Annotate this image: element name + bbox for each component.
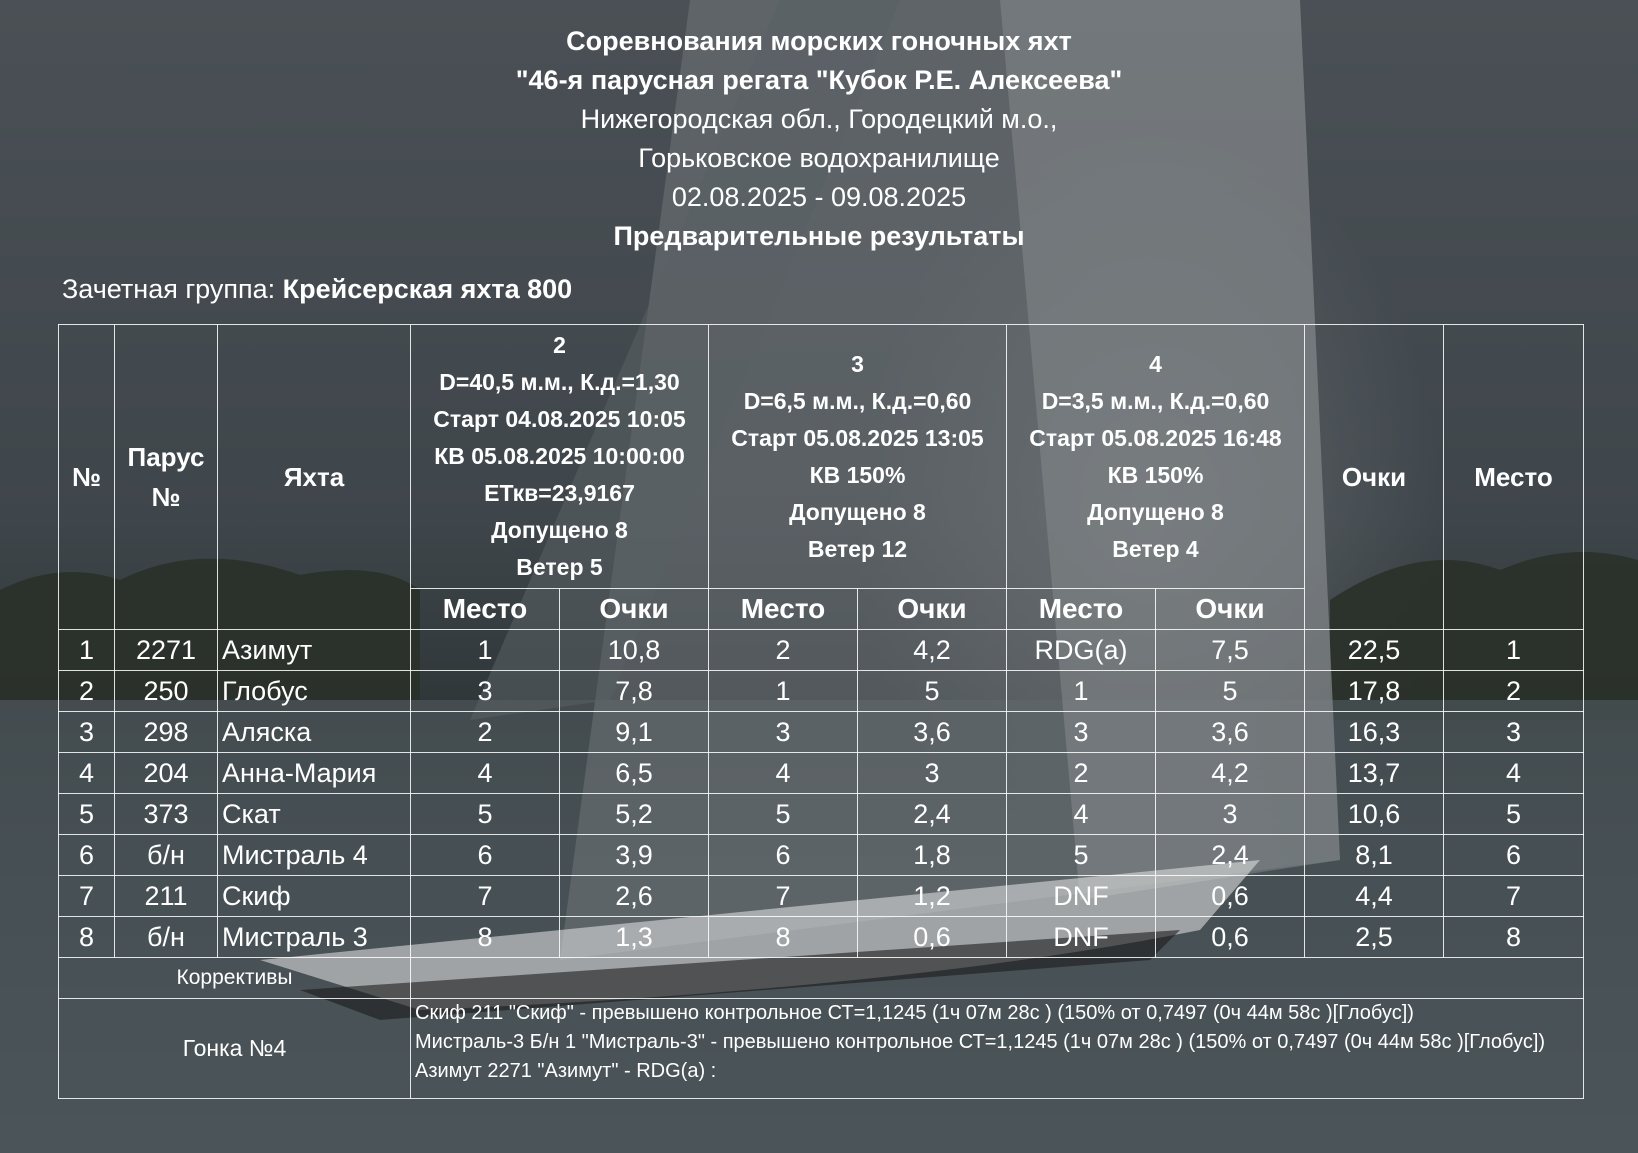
cell-yacht: Скат [218,794,411,835]
race-header-3 [709,325,1007,589]
cell-total-points: 4,4 [1305,876,1444,917]
race-line: Ветер 12 [807,535,908,562]
cell-total-points: 2,5 [1305,917,1444,958]
race-4-corrections-row [59,999,1584,1099]
table-row [59,753,1584,794]
cell-num: 3 [59,712,115,753]
cell-r2-place: 6 [411,835,560,876]
cell-yacht: Глобус [218,671,411,712]
cell-r2-points: 7,8 [560,671,709,712]
race-line: Допущено 8 [789,498,926,525]
cell-sail: 2271 [115,630,218,671]
cell-sail: 298 [115,712,218,753]
cell-num: 7 [59,876,115,917]
cell-r3-points: 0,6 [858,917,1007,958]
col-num-header: № [59,325,115,630]
cell-r3-place: 6 [709,835,858,876]
cell-r2-points: 9,1 [560,712,709,753]
race-header-2 [411,325,709,589]
cell-r4-points: 0,6 [1156,917,1305,958]
cell-sail: б/н [115,835,218,876]
cell-yacht: Анна-Мария [218,753,411,794]
correction-note: Азимут 2271 "Азимут" - RDG(a) : [415,1060,717,1082]
cell-r4-points: 0,6 [1156,876,1305,917]
table-row [59,630,1584,671]
race-line: Ветер 4 [1112,535,1199,562]
cell-total-points: 10,6 [1305,794,1444,835]
cell-total-points: 13,7 [1305,753,1444,794]
location-region: Нижегородская обл., Городецкий м.о., [580,104,1058,134]
r2-place-header: Место [411,589,560,630]
cell-r3-place: 3 [709,712,858,753]
cell-sail: 250 [115,671,218,712]
cell-final-place: 7 [1444,876,1584,917]
header-row [59,325,1584,589]
table-row [59,876,1584,917]
cell-r2-place: 8 [411,917,560,958]
cell-num: 1 [59,630,115,671]
race-line: Ветер 5 [516,554,603,580]
col-sail-header: Парус № [115,325,218,630]
scoring-group [62,274,572,305]
cell-r3-place: 5 [709,794,858,835]
race-header-4 [1007,325,1305,589]
location-water: Горьковское водохранилище [638,143,1000,173]
results-table [58,324,1584,1099]
cell-r3-points: 3 [858,753,1007,794]
r3-points-header: Очки [858,589,1007,630]
cell-r2-place: 7 [411,876,560,917]
cell-r4-points: 5 [1156,671,1305,712]
cell-yacht: Мистраль 3 [218,917,411,958]
corrections-notes [411,999,1584,1099]
col-place-header: Место [1444,325,1584,630]
cell-r3-points: 1,8 [858,835,1007,876]
race-line: Допущено 8 [1087,498,1224,525]
table-row [59,671,1584,712]
r4-points-header: Очки [1156,589,1305,630]
cell-r3-place: 8 [709,917,858,958]
cell-r4-place: DNF [1007,876,1156,917]
cell-sail: 211 [115,876,218,917]
cell-r2-place: 2 [411,712,560,753]
race-line: КВ 150% [809,461,906,488]
table-row [59,917,1584,958]
cell-r3-place: 4 [709,753,858,794]
cell-final-place: 1 [1444,630,1584,671]
race-line: D=40,5 м.м., К.д.=1,30 [439,369,680,395]
race-line: Старт 05.08.2025 13:05 [731,424,984,451]
cell-r2-place: 5 [411,794,560,835]
cell-num: 8 [59,917,115,958]
r4-place-header: Место [1007,589,1156,630]
cell-sail: 373 [115,794,218,835]
table-row [59,794,1584,835]
cell-num: 4 [59,753,115,794]
cell-final-place: 4 [1444,753,1584,794]
cell-r3-points: 5 [858,671,1007,712]
cell-r2-place: 3 [411,671,560,712]
cell-total-points: 22,5 [1305,630,1444,671]
race-number: 4 [1149,350,1162,377]
cell-yacht: Аляска [218,712,411,753]
cell-r4-place: 1 [1007,671,1156,712]
results-status: Предварительные результаты [613,221,1025,251]
cell-r3-place: 2 [709,630,858,671]
race-line: Допущено 8 [491,517,628,543]
race-line: КВ 150% [1107,461,1204,488]
cell-r3-points: 4,2 [858,630,1007,671]
corrections-label: Коррективы [59,958,411,999]
table-row [59,835,1584,876]
cell-r4-place: RDG(a) [1007,630,1156,671]
cell-r4-points: 3,6 [1156,712,1305,753]
cell-sail: б/н [115,917,218,958]
cell-r4-place: 3 [1007,712,1156,753]
table-row [59,712,1584,753]
race-line: Старт 05.08.2025 16:48 [1029,424,1282,451]
title-block [0,22,1638,256]
correction-note: Скиф 211 "Скиф" - превышено контрольное СТ=1,1245 (1ч 07м 28с ) (150% от 0,7497 (0ч 44м 58с )[Глобус]) [415,1002,1414,1024]
cell-final-place: 5 [1444,794,1584,835]
col-points-header: Очки [1305,325,1444,630]
corrections-empty [411,958,1584,999]
corrections-body [59,958,1584,1099]
race-line: ЕТкв=23,9167 [484,480,635,506]
cell-yacht: Мистраль 4 [218,835,411,876]
cell-r3-points: 1,2 [858,876,1007,917]
race-number: 2 [553,332,566,358]
cell-r4-points: 4,2 [1156,753,1305,794]
cell-total-points: 8,1 [1305,835,1444,876]
r3-place-header: Место [709,589,858,630]
cell-num: 6 [59,835,115,876]
r2-points-header: Очки [560,589,709,630]
cell-r4-place: 2 [1007,753,1156,794]
cell-num: 2 [59,671,115,712]
cell-r2-place: 1 [411,630,560,671]
cell-r2-points: 3,9 [560,835,709,876]
race-line: Старт 04.08.2025 10:05 [433,406,686,432]
cell-r2-points: 10,8 [560,630,709,671]
cell-total-points: 16,3 [1305,712,1444,753]
cell-num: 5 [59,794,115,835]
cell-r4-place: 5 [1007,835,1156,876]
col-yacht-header: Яхта [218,325,411,630]
cell-final-place: 8 [1444,917,1584,958]
cell-r2-points: 2,6 [560,876,709,917]
cell-r4-place: DNF [1007,917,1156,958]
cell-final-place: 2 [1444,671,1584,712]
cell-yacht: Азимут [218,630,411,671]
cell-sail: 204 [115,753,218,794]
cell-r3-place: 1 [709,671,858,712]
cell-r4-points: 3 [1156,794,1305,835]
results-body [59,630,1584,958]
cell-r3-points: 2,4 [858,794,1007,835]
cell-r4-points: 2,4 [1156,835,1305,876]
cell-final-place: 3 [1444,712,1584,753]
cell-yacht: Скиф [218,876,411,917]
cell-r3-place: 7 [709,876,858,917]
cell-r4-place: 4 [1007,794,1156,835]
competition-title: Соревнования морских гоночных яхт [566,26,1072,56]
cell-final-place: 6 [1444,835,1584,876]
corrections-row [59,958,1584,999]
regatta-title: "46-я парусная регата "Кубок Р.Е. Алексеева" [515,65,1123,95]
cell-r2-points: 1,3 [560,917,709,958]
corrections-race-label: Гонка №4 [59,999,411,1099]
race-number: 3 [851,350,864,377]
cell-r2-points: 6,5 [560,753,709,794]
scoring-group-value: Крейсерская яхта 800 [282,274,573,304]
cell-total-points: 17,8 [1305,671,1444,712]
cell-r2-place: 4 [411,753,560,794]
scoring-group-label: Зачетная группа: [62,274,283,304]
cell-r3-points: 3,6 [858,712,1007,753]
correction-note: Мистраль-3 Б/н 1 "Мистраль-3" - превышено контрольное СТ=1,1245 (1ч 07м 28с ) (150% от 0,7497 (0ч 44м 58с )[Глобус]) [415,1031,1546,1053]
cell-r4-points: 7,5 [1156,630,1305,671]
cell-r2-points: 5,2 [560,794,709,835]
race-line: D=3,5 м.м., К.д.=0,60 [1041,387,1270,414]
race-line: КВ 05.08.2025 10:00:00 [434,443,685,469]
race-line: D=6,5 м.м., К.д.=0,60 [743,387,972,414]
date-range: 02.08.2025 - 09.08.2025 [671,182,967,212]
